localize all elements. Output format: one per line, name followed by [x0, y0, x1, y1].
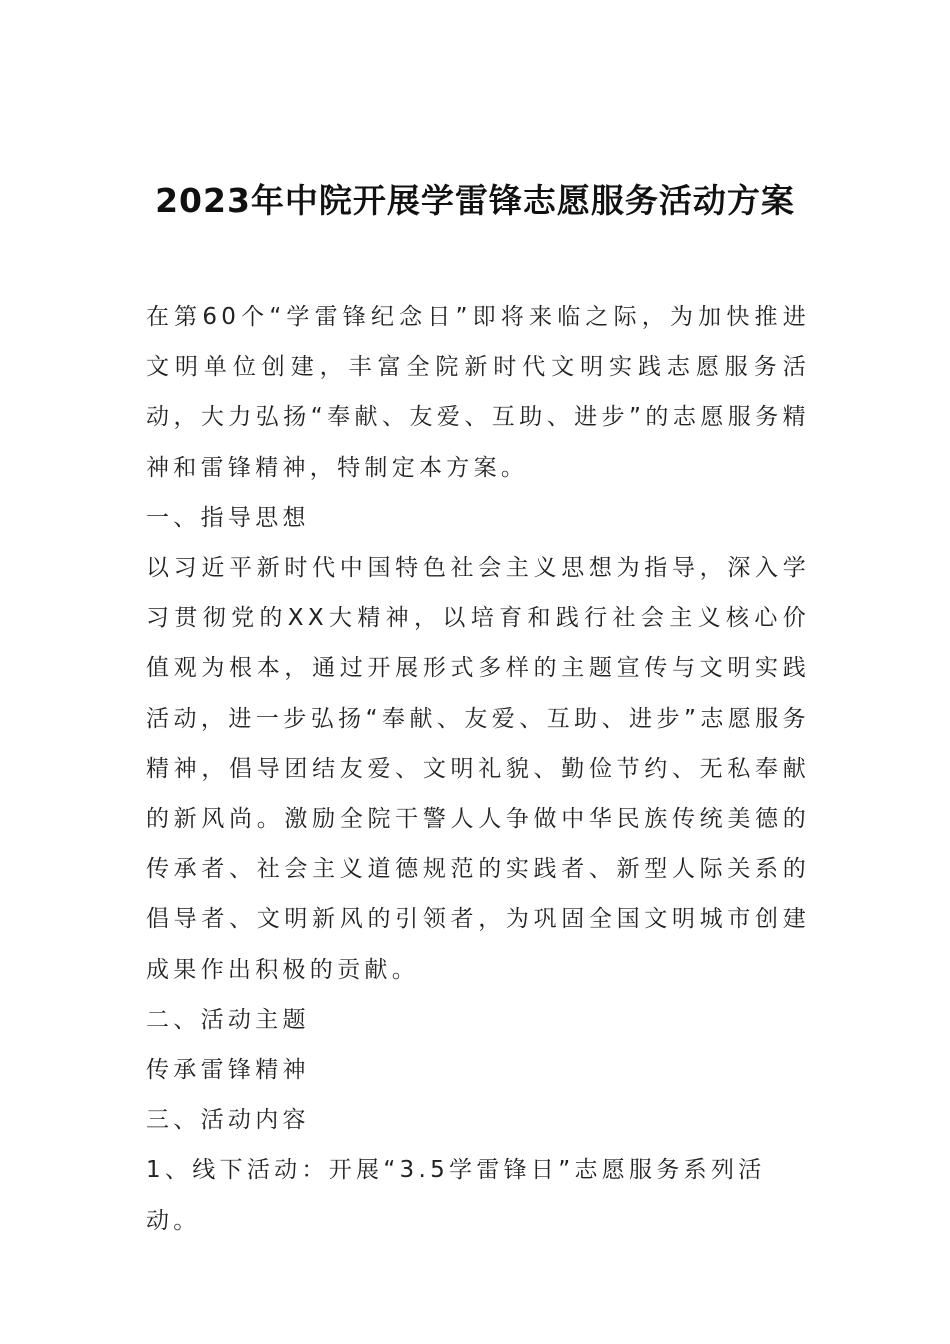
activity-theme-paragraph: 传承雷锋精神 — [146, 1057, 310, 1084]
section-heading-activity-theme: 二、活动主题 — [146, 1006, 310, 1033]
activity-content-item-1: 1、线下活动：开展“3.5学雷锋日”志愿服务系列活动。 — [146, 1157, 766, 1234]
section-heading-guiding-ideology: 一、指导思想 — [146, 504, 310, 531]
intro-paragraph: 在第60个“学雷锋纪念日”即将来临之际，为加快推进文明单位创建，丰富全院新时代文明实践志愿服务活动，大力弘扬“奉献、友爱、互助、进步”的志愿服务精神和雷锋精神，特制定本方案。 — [146, 304, 810, 481]
document-title: 2023年中院开展学雷锋志愿服务活动方案 — [155, 181, 795, 221]
guiding-ideology-paragraph: 以习近平新时代中国特色社会主义思想为指导，深入学习贯彻党的XX大精神，以培育和践行社会主义核心价值观为根本，通过开展形式多样的主题宣传与文明实践活动，进一步弘扬“奉献、友爱、互助、进步”志愿服务精神，倡导团结友爱、文明礼貌、勤俭节约、无私奉献的新风尚。激励全院干警人人争做中华民族传统美德的传承者、社会主义道德规范的实践者、新型人际关系的倡导者、文明新风的引领者，为巩固全国文明城市创建成果作出积极的贡献。 — [146, 555, 810, 983]
section-heading-activity-content: 三、活动内容 — [146, 1107, 310, 1134]
document-body — [146, 292, 810, 1246]
